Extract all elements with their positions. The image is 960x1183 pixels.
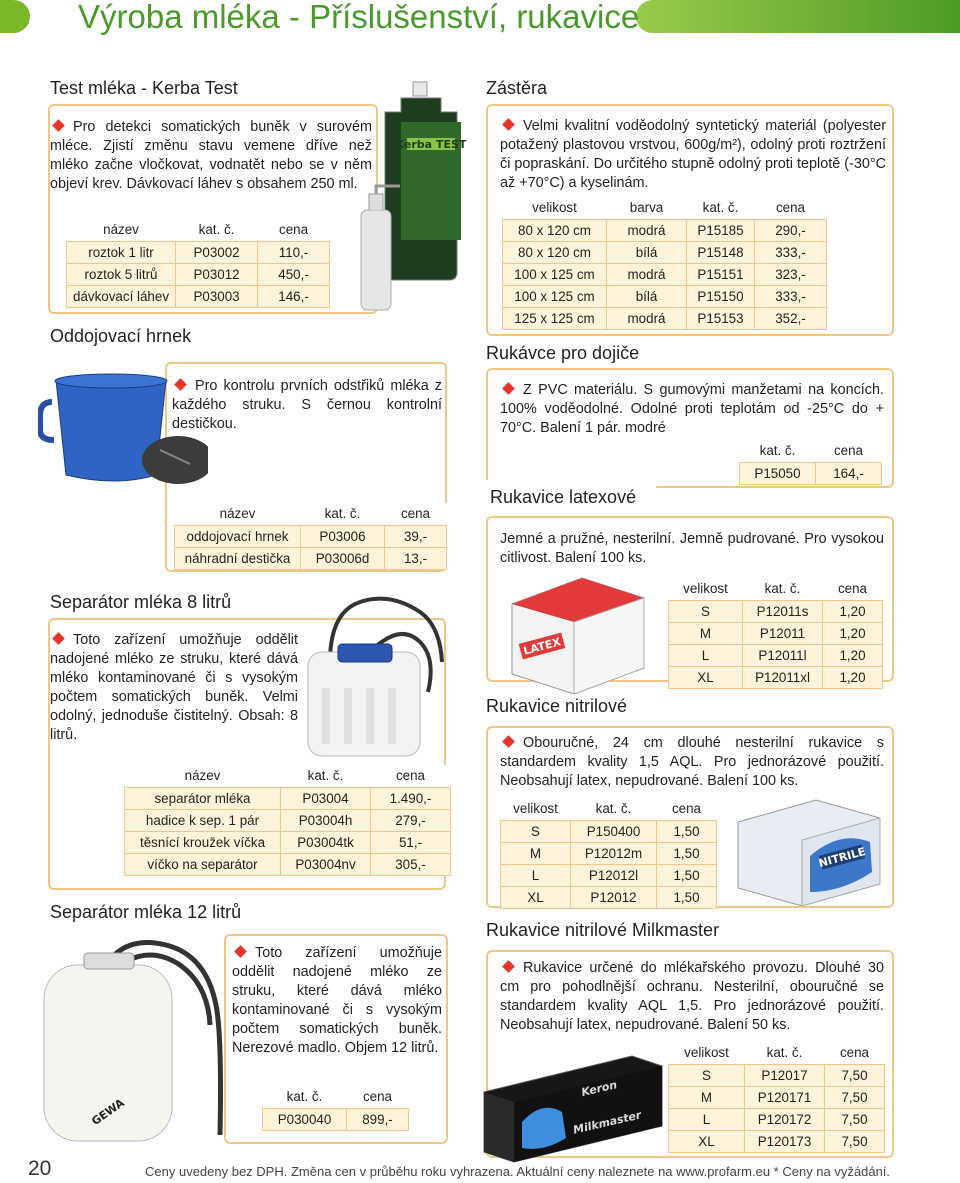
cell: P120173 (745, 1130, 825, 1152)
milkmaster-box-sub: Milkmaster (571, 1108, 643, 1137)
cell: 7,50 (825, 1108, 885, 1130)
cell: P15050 (740, 462, 816, 484)
cell: 333,- (755, 285, 827, 307)
cell: P03002 (176, 241, 258, 263)
milkmaster-product-image (478, 1052, 668, 1168)
cell: roztok 1 litr (67, 241, 176, 263)
table-row (669, 666, 883, 688)
cell: modrá (607, 307, 687, 329)
bullet-icon (502, 382, 515, 395)
table-row (503, 241, 827, 263)
header-cell: kat. č. (281, 765, 371, 787)
cell: hadice k sep. 1 pár (125, 809, 281, 831)
table-row (503, 285, 827, 307)
rukavce-text-content: Z PVC materiálu. S gumovými manžetami na koncích. 100% voděodolné. Odolné proti teplotám od -25°C do + 70°C. Balení 1 pár. modré (500, 382, 884, 436)
title-bar-left (0, 0, 30, 33)
header-cell: název (125, 765, 281, 787)
cell: M (669, 1086, 745, 1108)
table-row (125, 809, 451, 831)
cell: 13,- (385, 547, 447, 569)
cell: bílá (607, 241, 687, 263)
cell: 110,- (258, 241, 330, 263)
table-row (501, 864, 717, 886)
cell: dávkovací láhev (67, 285, 176, 307)
bullet-icon (502, 118, 515, 131)
cell: 305,- (371, 853, 451, 875)
table-row (125, 853, 451, 875)
sep12-brand: GEWA (89, 1096, 127, 1128)
header-cell: cena (258, 219, 330, 241)
table-row (175, 525, 447, 547)
cell: P15150 (687, 285, 755, 307)
cell: XL (669, 666, 743, 688)
cell: 333,- (755, 241, 827, 263)
cell: L (669, 1108, 745, 1130)
hrnek-product-image (38, 372, 208, 502)
cell: P03004tk (281, 831, 371, 853)
cell: M (501, 842, 571, 864)
nitril-heading: Rukavice nitrilové (486, 696, 628, 716)
nitril-table (500, 798, 717, 909)
cell: 1,50 (657, 842, 717, 864)
rukavce-text (500, 381, 884, 438)
header-cell: kat. č. (571, 798, 657, 820)
bullet-icon (502, 960, 515, 973)
latex-box-label: LATEX (522, 635, 563, 658)
header-cell: kat. č. (301, 503, 385, 525)
cell: 1,50 (657, 820, 717, 842)
header-cell: kat. č. (745, 1042, 825, 1064)
table-row (669, 622, 883, 644)
kerba-product-image (355, 80, 475, 320)
table-row (503, 263, 827, 285)
rukavce-heading: Rukávce pro dojiče (486, 343, 640, 363)
cell: 279,- (371, 809, 451, 831)
cell: P12012 (571, 886, 657, 908)
cell: 1,20 (823, 644, 883, 666)
cell: 7,50 (825, 1086, 885, 1108)
header-cell: kat. č. (743, 578, 823, 600)
sep12-table (262, 1086, 409, 1131)
table-row (503, 307, 827, 329)
nitril-product-image (734, 796, 884, 906)
table-row (67, 285, 330, 307)
rukavce-table (739, 440, 882, 485)
table-row (67, 263, 330, 285)
cell: P12012m (571, 842, 657, 864)
cell: P03006d (301, 547, 385, 569)
table-row (175, 547, 447, 569)
header-cell: velikost (669, 1042, 745, 1064)
table-row (501, 842, 717, 864)
cell: L (501, 864, 571, 886)
cell: 164,- (816, 462, 882, 484)
header-cell: kat. č. (263, 1086, 347, 1108)
cell: 1,20 (823, 666, 883, 688)
cell: P15151 (687, 263, 755, 285)
sep12-heading: Separátor mléka 12 litrů (50, 902, 242, 922)
header-cell: cena (755, 197, 827, 219)
cell: P03006 (301, 525, 385, 547)
milkmaster-table (668, 1042, 885, 1153)
bullet-icon (52, 632, 65, 645)
cell: 323,- (755, 263, 827, 285)
cell: XL (501, 886, 571, 908)
cell: P12011l (743, 644, 823, 666)
cell: 100 x 125 cm (503, 263, 607, 285)
cell: P15153 (687, 307, 755, 329)
sep8-product-image (300, 592, 448, 762)
cell: P120171 (745, 1086, 825, 1108)
bullet-icon (502, 735, 515, 748)
page-title: Výroba mléka - Příslušenství, rukavice (78, 0, 640, 35)
milkmaster-heading: Rukavice nitrilové Milkmaster (486, 920, 720, 940)
header-cell: cena (347, 1086, 409, 1108)
cell: P12011xl (743, 666, 823, 688)
cell: 1,20 (823, 622, 883, 644)
table-row (67, 241, 330, 263)
header-cell: cena (825, 1042, 885, 1064)
cell: bílá (607, 285, 687, 307)
kerba-text-content: Pro detekci somatických buněk v surovém mléce. Zjistí změnu stavu vemene dříve než mléko začne vločkovat, vodnatět nebo se v něm objeví krev. Dávkovací láhev s obsahem 250 ml. (50, 119, 372, 192)
zastera-table (502, 197, 827, 330)
sep8-table (124, 765, 451, 876)
table-row (501, 886, 717, 908)
cell: P03003 (176, 285, 258, 307)
cell: 450,- (258, 263, 330, 285)
cell: P12011 (743, 622, 823, 644)
header-cell: barva (607, 197, 687, 219)
cell: P120172 (745, 1108, 825, 1130)
cell: S (501, 820, 571, 842)
table-row (669, 600, 883, 622)
cell: modrá (607, 219, 687, 241)
hrnek-table (174, 503, 447, 570)
cell: P030040 (263, 1108, 347, 1130)
milkmaster-text (500, 959, 884, 1035)
cell: separátor mléka (125, 787, 281, 809)
hrnek-text (172, 377, 442, 434)
nitril-box-label: NITRILE (817, 845, 867, 870)
zastera-text-content: Velmi kvalitní voděodolný syntetický materiál (polyester potažený plastovou vrstvou, 600g/m²), odolný proti roztržení či popraskání. Do určitého stupně odolný proti teplotě (-30°C až +70°C) a kyselinám. (500, 118, 886, 191)
cell: 290,- (755, 219, 827, 241)
cell: P03012 (176, 263, 258, 285)
header-cell: velikost (669, 578, 743, 600)
cell: 352,- (755, 307, 827, 329)
cell: 51,- (371, 831, 451, 853)
cell: L (669, 644, 743, 666)
sep12-text (232, 944, 442, 1058)
cell: S (669, 1064, 745, 1086)
cell: oddojovací hrnek (175, 525, 301, 547)
cell: P150400 (571, 820, 657, 842)
header-cell: kat. č. (740, 440, 816, 462)
header-cell: velikost (501, 798, 571, 820)
table-row (125, 831, 451, 853)
table-row (669, 1130, 885, 1152)
cell: 1.490,- (371, 787, 451, 809)
hrnek-heading: Oddojovací hrnek (50, 326, 192, 346)
cell: modrá (607, 263, 687, 285)
bottle-label: Kerba TEST (395, 138, 467, 151)
kerba-text (50, 118, 372, 194)
latex-heading: Rukavice latexové (490, 487, 637, 507)
table-row (503, 219, 827, 241)
table-row (501, 820, 717, 842)
sep8-text (50, 631, 298, 745)
cell: 39,- (385, 525, 447, 547)
title-bar-right (636, 0, 960, 33)
milkmaster-text-content: Rukavice určené do mlékařského provozu. Dlouhé 30 cm pro pohodlnější ochranu. Nesterilní, obouručné se standardem kvality AQL 1,5. Pro jednorázové použití. Neobsahují latex, nepudrované. Balení 50 ks. (500, 960, 884, 1033)
cell: P12017 (745, 1064, 825, 1086)
table-row (669, 644, 883, 666)
cell: 1,20 (823, 600, 883, 622)
header-cell: cena (816, 440, 882, 462)
cell: těsnící kroužek víčka (125, 831, 281, 853)
footer-note: Ceny uvedeny bez DPH. Změna cen v průběhu roku vyhrazena. Aktuální ceny naleznete na www.profarm.eu * Ceny na vyžádání. (145, 1164, 891, 1179)
cell: 7,50 (825, 1064, 885, 1086)
kerba-table (66, 219, 330, 308)
table-row (669, 1108, 885, 1130)
table-row (669, 1064, 885, 1086)
zastera-text (500, 117, 886, 193)
cell: 1,50 (657, 864, 717, 886)
cell: roztok 5 litrů (67, 263, 176, 285)
cell: 80 x 120 cm (503, 241, 607, 263)
cell: 1,50 (657, 886, 717, 908)
cell: náhradní destička (175, 547, 301, 569)
sep12-text-content: Toto zařízení umožňuje oddělit nadojené mléko ze struku, které dává mléko kontaminované či s vysokým počtem somatických buněk. Nerezové madlo. Objem 12 litrů. (232, 945, 442, 1056)
kerba-heading: Test mléka - Kerba Test (50, 78, 238, 98)
nitril-text (500, 734, 884, 791)
cell: P15148 (687, 241, 755, 263)
page-number: 20 (28, 1157, 52, 1180)
nitril-text-content: Obouručné, 24 cm dlouhé nesterilní rukavice s standardem kvality 1,5 AQL. Pro jednorázové použití. Neobsahují latex, nepudrované. Balení 100 ks. (500, 735, 884, 789)
header-cell: cena (371, 765, 451, 787)
latex-text: Jemné a pružné, nesterilní. Jemně pudrované. Pro vysokou citlivost. Balení 100 ks. (500, 531, 884, 566)
table-row (669, 1086, 885, 1108)
cell: 80 x 120 cm (503, 219, 607, 241)
cell: M (669, 622, 743, 644)
table-row (263, 1108, 409, 1130)
cell: P03004nv (281, 853, 371, 875)
table-row (125, 787, 451, 809)
sep8-heading: Separátor mléka 8 litrů (50, 592, 232, 612)
cell: P03004 (281, 787, 371, 809)
cell: 146,- (258, 285, 330, 307)
cell: 7,50 (825, 1130, 885, 1152)
header-cell: velikost (503, 197, 607, 219)
zastera-heading: Zástěra (486, 78, 548, 98)
header-cell: název (67, 219, 176, 241)
header-cell: kat. č. (687, 197, 755, 219)
cell: 100 x 125 cm (503, 285, 607, 307)
latex-product-image (508, 574, 646, 694)
table-row (740, 462, 882, 484)
milkmaster-box-label: Keron (580, 1078, 619, 1099)
latex-table (668, 578, 883, 689)
cell: S (669, 600, 743, 622)
header-cell: kat. č. (176, 219, 258, 241)
cell: víčko na separátor (125, 853, 281, 875)
cell: P15185 (687, 219, 755, 241)
hrnek-text-content: Pro kontrolu prvních odstřiků mléka z každého struku. S černou kontrolní destičkou. (172, 378, 442, 432)
header-cell: cena (823, 578, 883, 600)
cell: P12012l (571, 864, 657, 886)
header-cell: název (175, 503, 301, 525)
cell: P03004h (281, 809, 371, 831)
cell: XL (669, 1130, 745, 1152)
bullet-icon (52, 119, 65, 132)
sep12-product-image (40, 925, 240, 1147)
sep8-text-content: Toto zařízení umožňuje oddělit nadojené mléko ze struku, které dává mléko kontaminované či s vysokým počtem somatických buněk. Velmi odolný, jednoduše čistitelný. Obsah: 8 litrů. (50, 632, 298, 743)
cell: P12011s (743, 600, 823, 622)
header-cell: cena (657, 798, 717, 820)
header-cell: cena (385, 503, 447, 525)
cell: 899,- (347, 1108, 409, 1130)
cell: 125 x 125 cm (503, 307, 607, 329)
